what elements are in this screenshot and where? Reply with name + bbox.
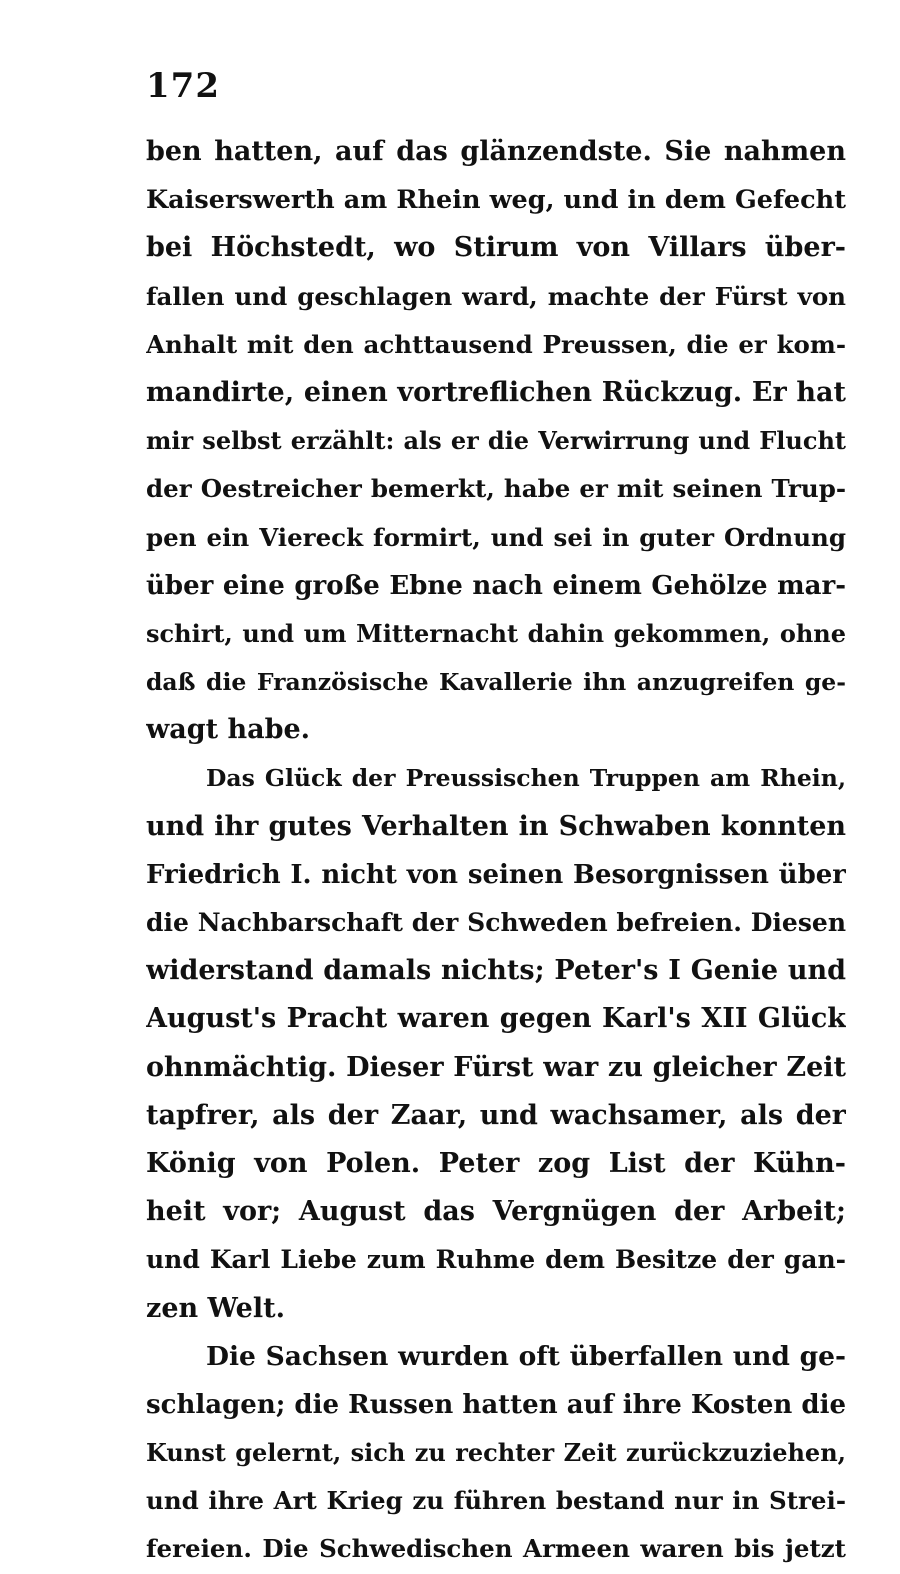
paragraph-start-line: Das Glück der Preussischen Truppen am Rhein,	[206, 764, 846, 793]
text-line: tapfrer, als der Zaar, und wachsamer, als der	[146, 1099, 846, 1131]
page-number: 172	[146, 66, 220, 106]
text-line: heit vor; August das Vergnügen der Arbeit;	[146, 1196, 846, 1228]
text-line: und Karl Liebe zum Ruhme dem Besitze der gan-	[146, 1245, 846, 1275]
text-line: wagt habe.	[146, 714, 311, 746]
text-line: schlagen; die Russen hatten auf ihre Kosten die	[146, 1389, 846, 1420]
text-line: widerstand damals nichts; Peter's I Genie und	[146, 955, 846, 987]
text-line: ben hatten, auf das glänzendste. Sie nahmen	[146, 136, 846, 167]
text-line: und ihr gutes Verhalten in Schwaben konnten	[146, 810, 846, 842]
text-line: pen ein Viereck formirt, und sei in guter Ordnung	[146, 522, 846, 552]
paragraph-start-line: Die Sachsen wurden oft überfallen und ge-	[206, 1340, 846, 1372]
text-line: daß die Französische Kavallerie ihn anzugreifen ge-	[146, 668, 846, 697]
text-line: ohnmächtig. Dieser Fürst war zu gleicher Zeit	[146, 1051, 846, 1083]
text-line: der Oestreicher bemerkt, habe er mit seinen Trup-	[146, 474, 846, 504]
text-line: August's Pracht waren gegen Karl's XII Glück	[146, 1003, 846, 1035]
text-line: Kaiserswerth am Rhein weg, und in dem Gefecht	[146, 185, 846, 216]
text-line: Kunst gelernt, sich zu rechter Zeit zurückzuziehen,	[146, 1438, 846, 1468]
text-line: über eine große Ebne nach einem Gehölze mar-	[146, 570, 846, 601]
text-line: mir selbst erzählt: als er die Verwirrung und Flucht	[146, 426, 846, 456]
text-line: König von Polen. Peter zog List der Kühn-	[146, 1147, 846, 1179]
text-line: mandirte, einen vortreflichen Rückzug. Er hat	[146, 376, 846, 408]
text-line: Friedrich I. nicht von seinen Besorgnissen über	[146, 859, 846, 890]
text-line: bei Höchstedt, wo Stirum von Villars über-	[146, 232, 846, 264]
text-line: Anhalt mit den achttausend Preussen, die er kom-	[146, 329, 846, 359]
text-line: zen Welt.	[146, 1292, 285, 1324]
text-line: fallen und geschlagen ward, machte der Fürst von	[146, 281, 846, 311]
text-line: fereien. Die Schwedischen Armeen waren bis jetzt	[146, 1534, 846, 1564]
text-line: die Nachbarschaft der Schweden befreien. Diesen	[146, 908, 846, 937]
body-text	[146, 128, 846, 1574]
text-line: schirt, und um Mitternacht dahin gekommen, ohne	[146, 618, 846, 648]
text-line: und ihre Art Krieg zu führen bestand nur in Strei-	[146, 1486, 846, 1516]
